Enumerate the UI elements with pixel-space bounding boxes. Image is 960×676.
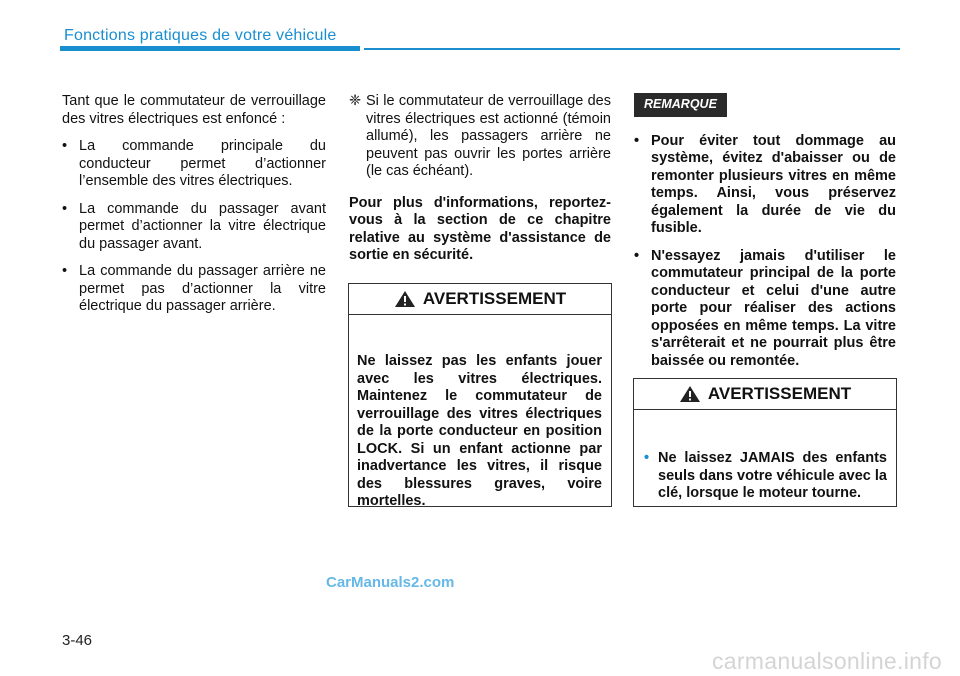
blue-bullet: • (644, 450, 650, 466)
list-item: • La commande du passager arrière ne permet pas d’actionner la vitre électrique du passager arrière. (62, 263, 326, 314)
list-item: • Pour éviter tout dommage au système, évitez d'abaisser ou de remonter plusieurs vitres en même temps. Ainsi, vous préservez également la durée de vie du fusible. (634, 132, 896, 236)
intro-paragraph: Tant que le commutateur de verrouillage des vitres électriques est enfoncé : (62, 93, 326, 127)
warning-title: AVERTISSEMENT (422, 289, 567, 308)
section-title: Fonctions pratiques de votre véhicule (64, 27, 337, 44)
warning-triangle-icon (679, 385, 701, 403)
note-symbol: ❈ (349, 93, 362, 109)
list-item: • La commande du passager avant permet d’actionner la vitre électrique du passager avant. (62, 200, 326, 252)
watermark-link[interactable]: CarManuals2.com (326, 574, 455, 591)
bullet: • (62, 263, 68, 279)
bullet: • (62, 138, 68, 154)
column-left (62, 93, 326, 326)
warning-title: AVERTISSEMENT (707, 384, 852, 403)
list-item: • N'essayez jamais d'utiliser le commutateur principal de la porte conducteur et celui d'une autre porte pour réaliser des actions opposées en même temps. La vitre s'arrêterait et ne pourrait plus être baissée ou remontée. (634, 247, 896, 369)
page-number: 3-46 (62, 632, 93, 649)
header-rule-thick (60, 46, 360, 51)
footer-watermark: carmanualsonline.info (711, 648, 942, 674)
bullet: • (62, 200, 68, 217)
warning-triangle-icon (394, 290, 416, 308)
header-rule-thin (364, 48, 900, 50)
warning-text: Ne laissez pas les enfants jouer avec les vitres électriques. Maintenez le commutateur de verrouillage des vitres électriques de la porte conducteur en position LOCK. Si un enfant actionne par inadvertance les vitres, il risque des blessures graves, voire mortelles. (357, 353, 602, 509)
lock-note: ❈ Si le commutateur de verrouillage des vitres électriques est actionné (témoin allumé), les passagers arrière ne peuvent pas ouvrir les portes arrière (le cas échéant). (349, 93, 611, 179)
remarque-list (634, 133, 896, 371)
switch-behavior-list (62, 138, 326, 316)
warning-text: Ne laissez JAMAIS des enfants seuls dans votre véhicule avec la clé, lorsque le moteur tourne. (658, 450, 887, 501)
remarque-badge: REMARQUE (634, 93, 727, 117)
column-right (634, 93, 896, 380)
column-middle (349, 93, 611, 275)
warning-bullet-item (644, 450, 887, 503)
warning-header (634, 379, 896, 410)
bullet: • (634, 132, 640, 149)
bullet: • (634, 247, 640, 264)
list-item: • La commande principale du conducteur permet d’actionner l’ensemble des vitres électriques. (62, 138, 326, 189)
warning-box-children (348, 283, 612, 507)
warning-box-engine (633, 378, 897, 507)
warning-header (349, 284, 611, 315)
info-reference: Pour plus d'informations, reportez-vous à la section de ce chapitre relative au système d'assistance de sortie en sécurité. (349, 194, 611, 263)
